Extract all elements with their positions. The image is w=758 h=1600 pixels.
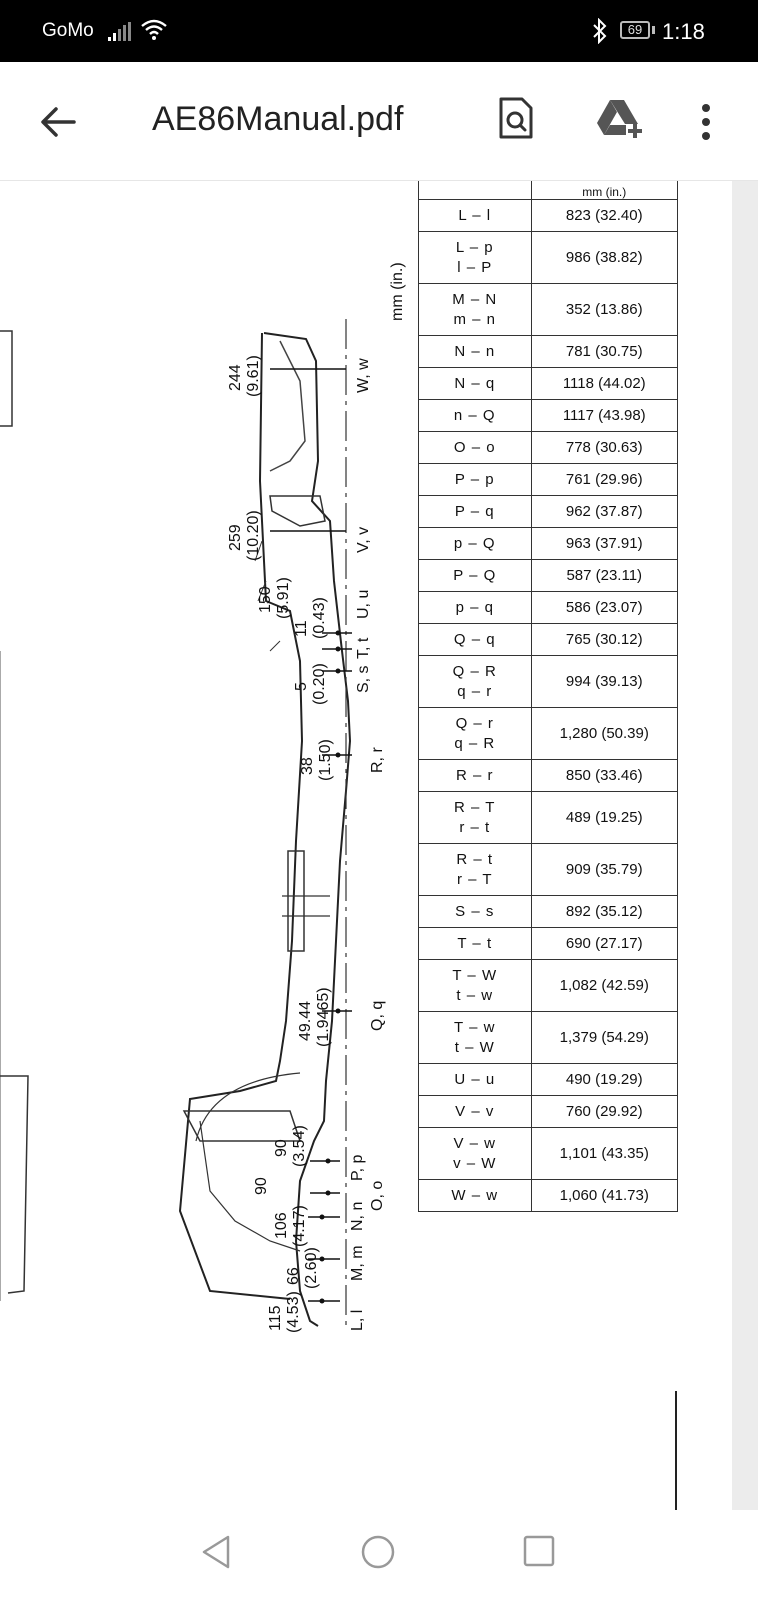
page-edge-line [675, 1391, 677, 1510]
dim-4944-in: (1.9465) [315, 987, 332, 1047]
symbol-pair: t – W [454, 1038, 495, 1056]
symbol-pair: T – W [452, 966, 498, 984]
nav-recents-square-icon[interactable] [522, 1534, 556, 1573]
nav-home-circle-icon[interactable] [360, 1534, 396, 1575]
row-symbol [419, 624, 532, 656]
row-value: 1,280 (50.39) [531, 708, 678, 760]
dim-115: 115 [267, 1305, 284, 1331]
row-symbol [419, 464, 532, 496]
dim-5: 5 [293, 682, 310, 691]
wifi-icon [140, 18, 168, 47]
symbol-pair: U – u [454, 1070, 496, 1088]
bluetooth-icon [592, 18, 608, 49]
battery-tip [652, 26, 655, 34]
label-t-t: T, t [355, 637, 372, 659]
table-row [419, 708, 678, 760]
symbol-pair: T – t [457, 934, 493, 952]
row-value: 1,060 (41.73) [531, 1180, 678, 1212]
more-vert-icon[interactable] [700, 102, 712, 147]
symbol-pair: r – T [456, 870, 493, 888]
row-symbol [419, 896, 532, 928]
row-value: 781 (30.75) [531, 336, 678, 368]
table-row [419, 1128, 678, 1180]
symbol-pair: P – Q [453, 566, 497, 584]
dim-38: 38 [299, 757, 316, 775]
label-l-l: L, l [349, 1309, 366, 1331]
symbol-pair: R – r [455, 766, 494, 784]
dim-106: 106 [273, 1212, 290, 1239]
label-n-n: N, n [349, 1201, 366, 1231]
row-value: 690 (27.17) [531, 928, 678, 960]
search-document-icon[interactable] [498, 96, 534, 145]
row-symbol [419, 1064, 532, 1096]
symbol-pair: Q – R [452, 662, 497, 680]
page-gutter [732, 181, 758, 1510]
row-symbol [419, 960, 532, 1012]
table-row [419, 496, 678, 528]
row-value: 1118 (44.02) [531, 368, 678, 400]
row-value: 587 (23.11) [531, 560, 678, 592]
row-symbol [419, 496, 532, 528]
dim-90a-in: (3.54) [291, 1125, 308, 1167]
dim-38-in: (1.50) [317, 739, 334, 781]
app-bar [0, 62, 758, 181]
row-value: 1,101 (43.35) [531, 1128, 678, 1180]
table-header-symbol [419, 181, 532, 200]
row-value: 352 (13.86) [531, 284, 678, 336]
dim-66: 66 [285, 1267, 302, 1285]
row-value: 778 (30.63) [531, 432, 678, 464]
table-row [419, 336, 678, 368]
symbol-pair: R – T [454, 798, 496, 816]
symbol-pair: S – s [455, 902, 495, 920]
symbol-pair: O – o [453, 438, 496, 456]
dim-259: 259 [227, 524, 244, 551]
table-header-row [419, 181, 678, 200]
table-row [419, 1096, 678, 1128]
label-w-w: W, w [355, 358, 372, 393]
symbol-pair: R – t [456, 850, 494, 868]
row-value: 490 (19.29) [531, 1064, 678, 1096]
dimension-table [418, 181, 678, 1212]
label-q-q: Q, q [369, 1000, 386, 1031]
dim-150-in: (5.91) [275, 577, 292, 619]
table-row [419, 960, 678, 1012]
row-symbol [419, 1012, 532, 1064]
symbol-pair: n – Q [453, 406, 496, 424]
table-header-value: mm (in.) [531, 181, 678, 200]
dim-259-in: (10.20) [245, 510, 262, 561]
dim-11-in: (0.43) [311, 597, 328, 639]
row-symbol [419, 1180, 532, 1212]
row-symbol [419, 200, 532, 232]
symbol-pair: v – W [453, 1154, 497, 1172]
table-row [419, 760, 678, 792]
battery-icon: 69 [620, 21, 650, 39]
symbol-pair: l – P [457, 258, 493, 276]
symbol-pair: P – p [454, 470, 495, 488]
symbol-pair: Q – r [455, 714, 494, 732]
row-value: 1,082 (42.59) [531, 960, 678, 1012]
row-symbol [419, 1128, 532, 1180]
row-symbol [419, 592, 532, 624]
row-symbol [419, 656, 532, 708]
table-row [419, 896, 678, 928]
table-row [419, 844, 678, 896]
nav-back-triangle-icon[interactable] [200, 1534, 232, 1575]
dim-4944: 49.44 [297, 1000, 314, 1041]
table-row [419, 560, 678, 592]
dim-115-in: (4.53) [285, 1291, 302, 1333]
row-symbol [419, 400, 532, 432]
table-row [419, 656, 678, 708]
add-to-drive-icon[interactable] [596, 98, 644, 145]
clock: 1:18 [662, 19, 705, 44]
row-symbol [419, 928, 532, 960]
table-row [419, 1180, 678, 1212]
units-label: mm (in.) [389, 262, 406, 321]
row-symbol [419, 284, 532, 336]
dim-5-in: (0.20) [311, 663, 328, 705]
row-value: 761 (29.96) [531, 464, 678, 496]
dim-90a: 90 [273, 1139, 290, 1157]
system-nav-bar [0, 1510, 758, 1600]
symbol-pair: M – N [452, 290, 498, 308]
table-row [419, 1064, 678, 1096]
label-u-u: U, u [355, 589, 372, 619]
row-value: 823 (32.40) [531, 200, 678, 232]
row-value: 760 (29.92) [531, 1096, 678, 1128]
table-row [419, 792, 678, 844]
row-symbol [419, 368, 532, 400]
table-row [419, 368, 678, 400]
row-symbol [419, 792, 532, 844]
symbol-pair: N – q [454, 374, 496, 392]
table-row [419, 1012, 678, 1064]
row-value: 994 (39.13) [531, 656, 678, 708]
row-symbol [419, 708, 532, 760]
carrier-name: GoMo [42, 20, 94, 41]
label-p-p: P, p [349, 1154, 366, 1181]
symbol-pair: t – w [456, 986, 494, 1004]
row-value: 892 (35.12) [531, 896, 678, 928]
dim-244: 244 [227, 364, 244, 391]
dim-66-in: (2.60) [303, 1247, 320, 1289]
symbol-pair: W – w [451, 1186, 499, 1204]
pdf-page-view[interactable] [0, 181, 758, 1510]
row-symbol [419, 432, 532, 464]
row-value: 489 (19.25) [531, 792, 678, 844]
label-m-m: M, m [349, 1245, 366, 1281]
table-row [419, 464, 678, 496]
symbol-pair: m – n [453, 310, 496, 328]
row-value: 586 (23.07) [531, 592, 678, 624]
row-symbol [419, 528, 532, 560]
symbol-pair: P – q [454, 502, 495, 520]
row-symbol [419, 560, 532, 592]
table-row [419, 624, 678, 656]
row-value: 850 (33.46) [531, 760, 678, 792]
dim-150: 150 [257, 586, 274, 613]
table-row [419, 284, 678, 336]
dim-244-in: (9.61) [245, 355, 262, 397]
label-v-v: V, v [355, 526, 372, 553]
dim-106-in: (4.17) [291, 1205, 308, 1247]
arrow-left-icon[interactable] [38, 102, 78, 142]
row-symbol [419, 760, 532, 792]
dim-11: 11 [293, 620, 310, 637]
label-r-r: R, r [369, 747, 386, 773]
row-value: 963 (37.91) [531, 528, 678, 560]
label-s-s: S, s [355, 665, 372, 693]
row-value: 962 (37.87) [531, 496, 678, 528]
row-value: 909 (35.79) [531, 844, 678, 896]
table-row [419, 928, 678, 960]
table-row [419, 200, 678, 232]
table-row [419, 400, 678, 432]
table-row [419, 592, 678, 624]
row-symbol [419, 844, 532, 896]
symbol-pair: Q – q [453, 630, 496, 648]
symbol-pair: L – l [458, 206, 492, 224]
table-row [419, 528, 678, 560]
signal-icon [108, 22, 134, 47]
row-value: 1,379 (54.29) [531, 1012, 678, 1064]
symbol-pair: p – q [455, 598, 494, 616]
status-bar [0, 0, 758, 62]
symbol-pair: V – w [453, 1134, 496, 1152]
table-row [419, 432, 678, 464]
symbol-pair: p – Q [453, 534, 496, 552]
row-symbol [419, 336, 532, 368]
label-o-o: O, o [369, 1180, 386, 1211]
row-value: 1117 (43.98) [531, 400, 678, 432]
row-value: 986 (38.82) [531, 232, 678, 284]
row-value: 765 (30.12) [531, 624, 678, 656]
table-row [419, 232, 678, 284]
symbol-pair: V – v [455, 1102, 495, 1120]
symbol-pair: q – r [457, 682, 493, 700]
symbol-pair: T – w [454, 1018, 496, 1036]
symbol-pair: N – n [454, 342, 496, 360]
row-symbol [419, 1096, 532, 1128]
document-title: AE86Manual.pdf [152, 100, 404, 138]
symbol-pair: L – p [455, 238, 494, 256]
dim-90b: 90 [253, 1177, 270, 1195]
frame-dimension-diagram [0, 181, 420, 1510]
row-symbol [419, 232, 532, 284]
symbol-pair: q – R [454, 734, 496, 752]
symbol-pair: r – t [459, 818, 491, 836]
